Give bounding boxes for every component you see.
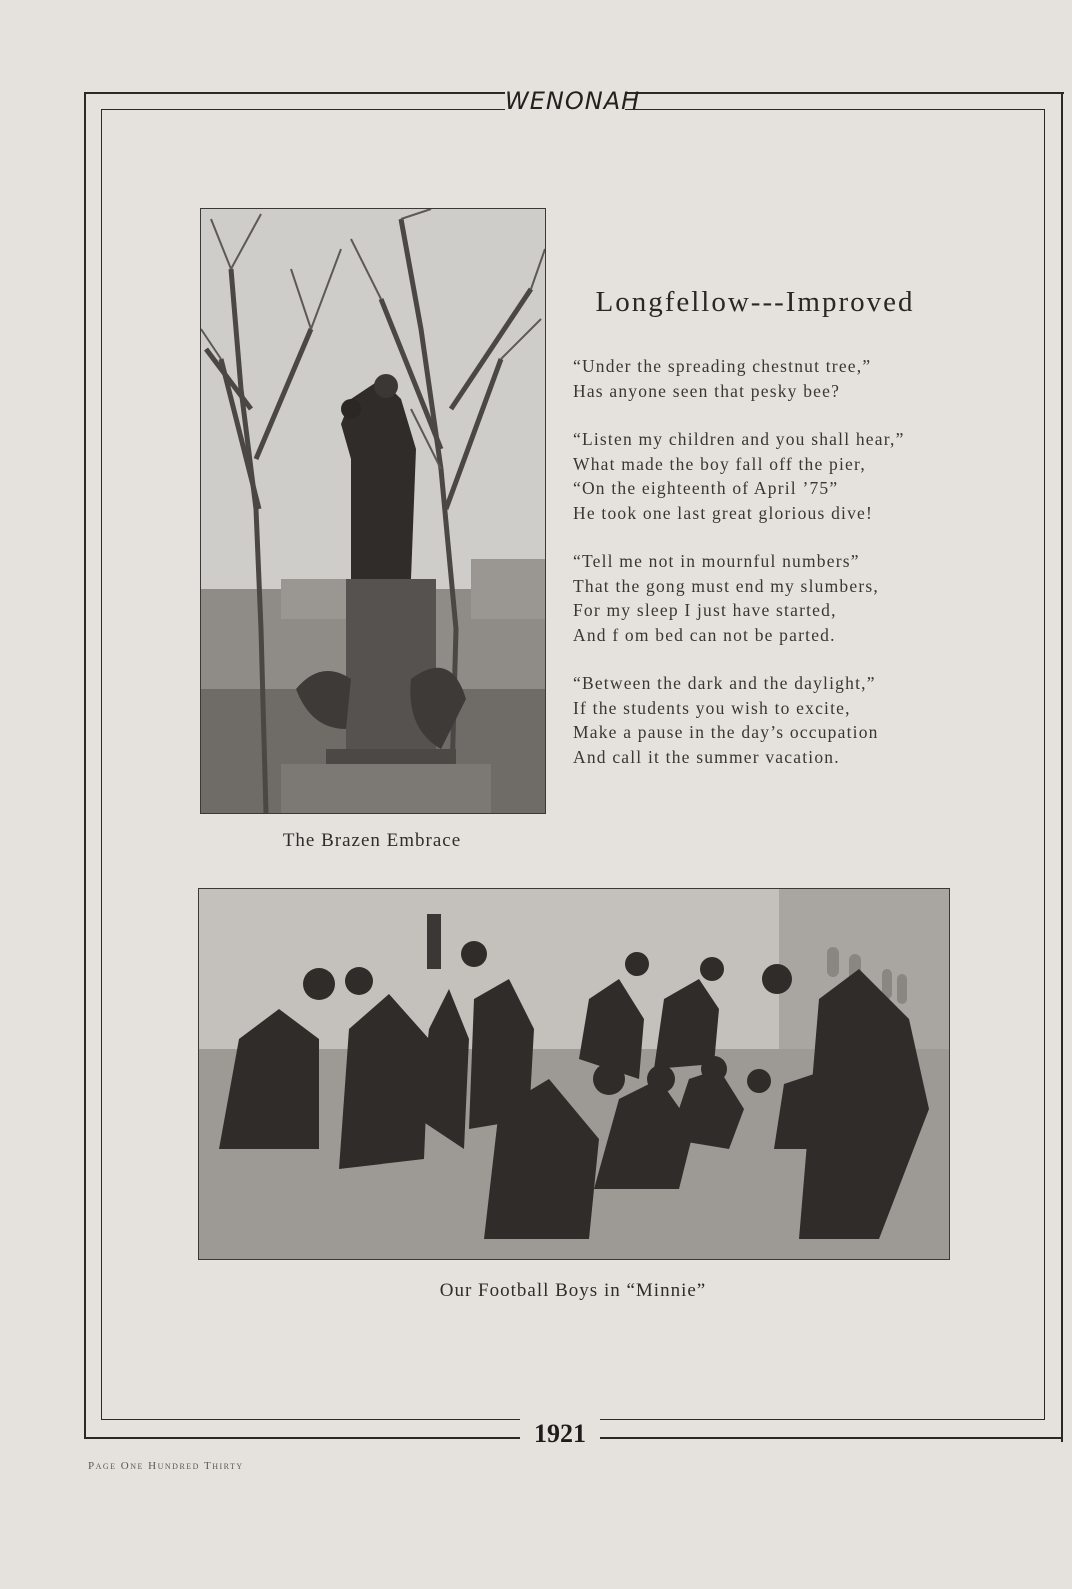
poem-line: What made the boy fall off the pier,: [573, 453, 866, 474]
frame-left-outer-line: [84, 92, 86, 1437]
poem-body: [573, 354, 963, 793]
poem-line: “Listen my children and you shall hear,”: [573, 429, 905, 449]
poem-line: And call it the summer vacation.: [573, 746, 840, 767]
poem-line: “Tell me not in mournful numbers”: [573, 551, 860, 571]
frame-right-inner-line: [1044, 109, 1045, 1419]
footer-year: 1921: [520, 1418, 600, 1450]
poem-stanza: [573, 354, 963, 403]
poem-title: Longfellow---Improved: [595, 286, 915, 318]
frame-left-inner-line: [101, 109, 102, 1419]
page-number: Page One Hundred Thirty: [88, 1460, 244, 1472]
poem-line: And f om bed can not be parted.: [573, 624, 836, 645]
poem-line: Make a pause in the day’s occupation: [573, 722, 879, 742]
poem-line: “Under the spreading chestnut tree,”: [573, 356, 872, 376]
football-boys-photo: [198, 888, 950, 1260]
frame-right-outer-line: [1061, 92, 1063, 1442]
poem-line: That the gong must end my slumbers,: [573, 575, 879, 596]
poem-stanza: [573, 427, 963, 525]
page-header-title: WENONAH: [505, 87, 641, 115]
poem-line: For my sleep I just have started,: [573, 600, 837, 620]
poem-stanza: [573, 671, 963, 769]
football-photo-caption: Our Football Boys in “Minnie”: [439, 1280, 707, 1301]
poem-line: “Between the dark and the daylight,”: [573, 673, 876, 693]
poem-stanza: [573, 549, 963, 647]
football-boys-photo-image: [199, 889, 949, 1259]
poem-line: If the students you wish to excite,: [573, 697, 851, 718]
statue-photo-caption: The Brazen Embrace: [282, 830, 462, 851]
poem-line: “On the eighteenth of April ’75”: [573, 478, 839, 498]
statue-photo-image: [201, 209, 545, 813]
poem-line: Has anyone seen that pesky bee?: [573, 380, 841, 401]
poem-line: He took one last great glorious dive!: [573, 502, 874, 523]
statue-photo: [200, 208, 546, 814]
